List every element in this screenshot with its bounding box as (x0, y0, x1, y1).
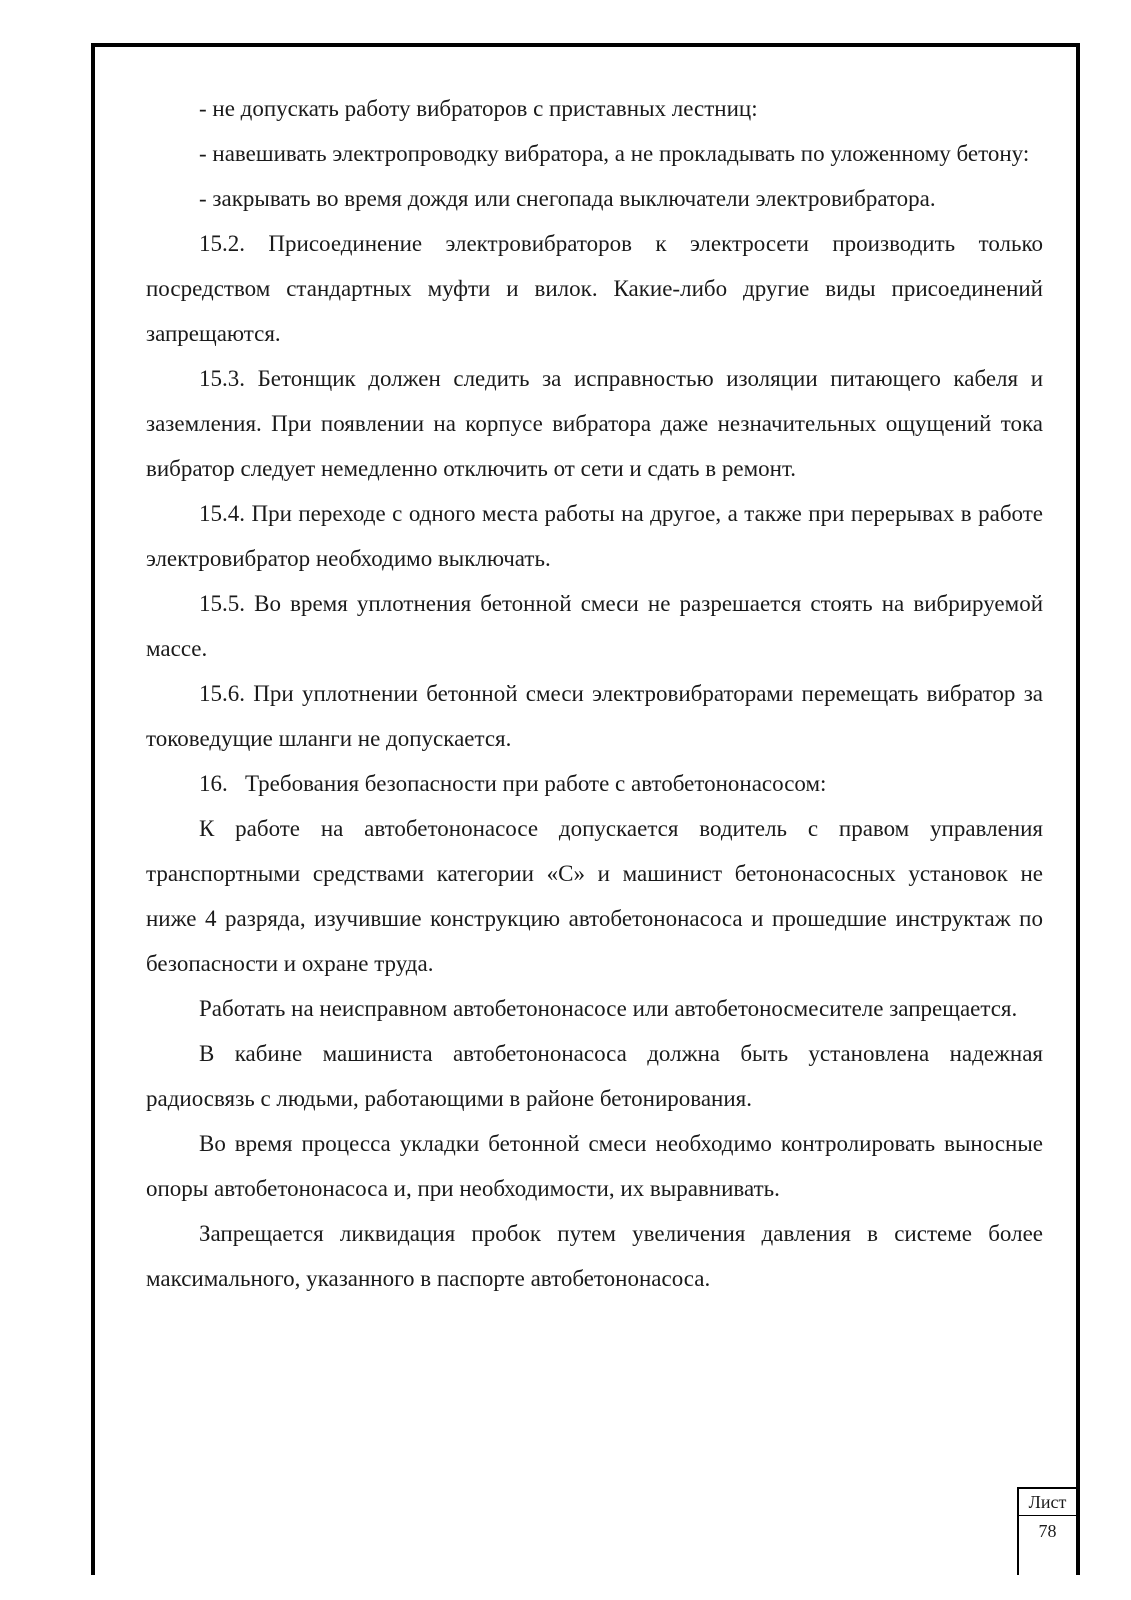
section-heading: 16. Требования безопасности при работе с автобетононасосом: (199, 771, 827, 796)
paragraph-item: Запрещается ликвидация пробок путем увеличения давления в системе более максимального, указанного в паспорте автобетононасоса. (146, 1221, 1043, 1291)
page-frame-left-border (91, 43, 95, 1575)
paragraph-item: В кабине машиниста автобетононасоса должна быть установлена надежная радиосвязь с людьми, работающими в районе бетонирования. (146, 1041, 1043, 1111)
paragraph-item: 15.5. Во время уплотнения бетонной смеси не разрешается стоять на вибрируемой массе. (146, 591, 1043, 661)
page-frame-right-border (1076, 43, 1080, 1575)
paragraph-item: - навешивать электропроводку вибратора, а не прокладывать по уложенному бетону: (199, 141, 1030, 166)
sheet-number: 78 (1038, 1521, 1057, 1541)
paragraph-item: 15.6. При уплотнении бетонной смеси электровибраторами перемещать вибратор за токоведущие шланги не допускается. (146, 681, 1043, 751)
paragraph-item: 15.3. Бетонщик должен следить за исправностью изоляции питающего кабеля и заземления. При появлении на корпусе вибратора даже незначительных ощущений тока вибратор следует немедленно отключить от сети и сдать в ремонт. (146, 366, 1043, 481)
paragraph-item: - не допускать работу вибраторов с приставных лестниц: (199, 96, 758, 121)
sheet-label: Лист (1019, 1489, 1076, 1516)
paragraph-item: Работать на неисправном автобетононасосе или автобетоносмесителе запрещается. (199, 996, 1018, 1021)
document-body (146, 86, 1043, 1301)
page-frame-top-border (91, 43, 1080, 47)
paragraph-item: Во время процесса укладки бетонной смеси необходимо контролировать выносные опоры автобетононасоса и, при необходимости, их выравнивать. (146, 1131, 1043, 1201)
paragraph-item: К работе на автобетононасосе допускается водитель с правом управления транспортными средствами категории «С» и машинист бетононасосных установок не ниже 4 разряда, изучившие конструкцию автобетононасоса и прошедшие инструктаж по безопасности и охране труда. (146, 816, 1043, 976)
paragraph-item: 15.2. Присоединение электровибраторов к электросети производить только посредством стандартных муфти и вилок. Какие-либо другие виды присоединений запрещаются. (146, 231, 1043, 346)
paragraph-item: 15.4. При переходе с одного места работы на другое, а также при перерывах в работе электровибратор необходимо выключать. (146, 501, 1043, 571)
sheet-number-stamp (1017, 1487, 1076, 1575)
paragraph-item: - закрывать во время дождя или снегопада выключатели электровибратора. (199, 186, 936, 211)
